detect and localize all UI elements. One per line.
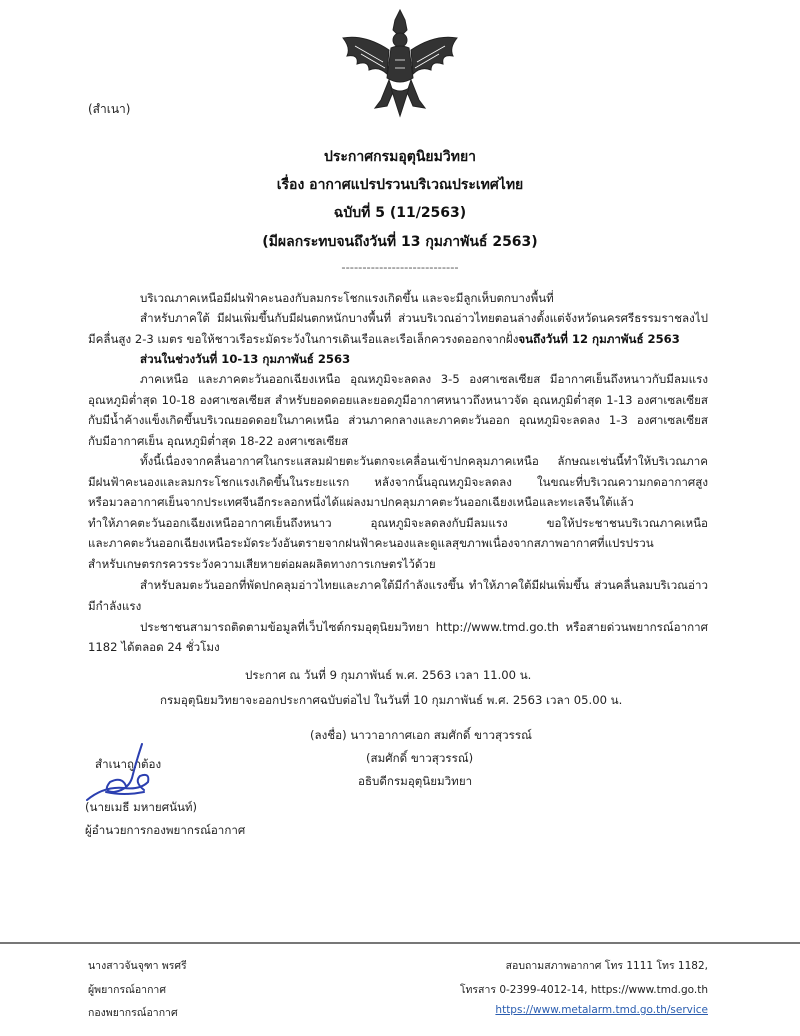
copy-mark: (สำเนา) — [88, 102, 131, 116]
paragraph-2-line-1: สำหรับภาคใต้ มีฝนเพิ่มขึ้นกับมีฝนตกหนักบางพื้นที่ ส่วนบริเวณอ่าวไทยตอนล่างตั้งแต่จังหวัดนครศรีธรรมราชลงไป — [140, 311, 708, 325]
effective-date: (มีผลกระทบจนถึงวันที่ 13 กุมภาพันธ์ 2563) — [262, 234, 538, 250]
footer-division: กองพยากรณ์อากาศ — [88, 1007, 178, 1019]
next-issue-notice: กรมอุตุนิยมวิทยาจะออกประกาศฉบับต่อไป ในวันที่ 10 กุมภาพันธ์ พ.ศ. 2563 เวลา 05.00 น. — [160, 693, 623, 707]
paragraph-4-line: ทำให้ภาคตะวันออกเฉียงเหนืออากาศเย็นถึงหนาว อุณหภูมิจะลดลงกับมีลมแรง ขอให้ประชาชนบริเวณภาคเหนือ — [88, 516, 708, 530]
paragraph-4-line: ทั้งนี้เนื่องจากคลื่นอากาศในกระแสลมฝ่ายตะวันตกจะเคลื่อนเข้าปกคลุมภาคเหนือ ลักษณะเช่นนี้ทำให้บริเวณภาค — [140, 454, 708, 468]
handwritten-signature — [84, 742, 164, 804]
paragraph-5-line: มีกำลังแรง — [88, 599, 142, 613]
footer-phone: สอบถามสภาพอากาศ โทร 1111 โทร 1182, — [505, 960, 708, 972]
paragraph-3-line: กับมีอากาศเย็น อุณหภูมิต่ำสุด 18-22 องศาเซลเซียส — [88, 434, 349, 448]
footer-fax-website: โทรสาร 0-2399-4012-14, https://www.tmd.go.th — [459, 984, 708, 996]
announcement-date: ประกาศ ณ วันที่ 9 กุมภาพันธ์ พ.ศ. 2563 เวลา 11.00 น. — [245, 668, 532, 682]
paragraph-4-line: หรือมวลอากาศเย็นจากประเทศจีนอีกระลอกหนึ่งได้แผ่ลงมาปกคลุมภาคตะวันออกเฉียงเหนือและทะเลจีนใต้แล้ว — [88, 495, 634, 509]
paragraph-4-line: สำหรับเกษตรกรควรระวังความเสียหายต่อผลผลิตทางการเกษตรไว้ด้วย — [88, 557, 436, 571]
signatory-name: (สมศักดิ์ ขาวสุวรรณ์) — [366, 751, 474, 765]
paragraph-3-line: อุณหภูมิต่ำสุด 10-18 องศาเซลเซียส สำหรับยอดดอยและยอดภูมีอากาศหนาวถึงหนาวจัด อุณหภูมิต่ำสุด 1-13 องศาเซลเซียส — [88, 393, 708, 407]
paragraph-6-line: 1182 ได้ตลอด 24 ชั่วโมง — [88, 640, 220, 654]
signatory-position: อธิบดีกรมอุตุนิยมวิทยา — [358, 774, 473, 788]
separator: ---------------------------- — [341, 260, 459, 274]
signatory-line: (ลงชื่อ) นาวาอากาศเอก สมศักดิ์ ขาวสุวรรณ์ — [310, 728, 532, 742]
paragraph-3-line: ภาคเหนือ และภาคตะวันออกเฉียงเหนือ อุณหภูมิจะลดลง 3-5 องศาเซลเซียส มีอากาศเย็นถึงหนาวกับมีลมแรง — [140, 372, 708, 386]
metalarm-service-link[interactable]: https://www.metalarm.tmd.go.th/service — [495, 1004, 708, 1016]
garuda-emblem-icon — [335, 4, 465, 122]
issue-number: ฉบับที่ 5 (11/2563) — [333, 205, 467, 221]
certified-copy-label: สำเนาถูกต้อง — [95, 757, 162, 771]
document-title: ประกาศกรมอุตุนิยมวิทยา — [323, 149, 477, 165]
footer-forecaster-name: นางสาวจันจุฑา พรศรี — [88, 960, 187, 972]
paragraph-1: บริเวณภาคเหนือมีฝนฟ้าคะนองกับลมกระโชกแรงเกิดขึ้น และจะมีลูกเห็บตกบางพื้นที่ — [140, 291, 554, 305]
paragraph-4-line: มีฝนฟ้าคะนองและลมกระโชกแรงเกิดขึ้นในระยะแรก หลังจากนั้นอุณหภูมิจะลดลง ในขณะที่บริเวณความกดอากาศสูง — [88, 475, 708, 489]
footer-divider — [0, 942, 800, 944]
paragraph-5-line: สำหรับลมตะวันออกที่พัดปกคลุมอ่าวไทยและภาคใต้มีกำลังแรงขึ้น ทำให้ภาคใต้มีฝนเพิ่มขึ้น ส่วนคลื่นลมบริเวณอ่าว — [140, 578, 708, 592]
paragraph-2-line-2 — [88, 331, 708, 349]
footer-forecaster-title: ผู้พยากรณ์อากาศ — [88, 984, 166, 996]
paragraph-3-line: กับมีน้ำค้างแข็งเกิดขึ้นบริเวณยอดดอยในภาคเหนือ ส่วนภาคกลางและภาคตะวันออก อุณหภูมิจะลดลง 1-3 องศาเซลเซียส — [88, 413, 708, 427]
paragraph-2-text: มีคลื่นสูง 2-3 เมตร ขอให้ชาวเรือระมัดระวังในการเดินเรือและเรือเล็กควรงดออกจากฝั่ง — [88, 332, 519, 346]
paragraph-6-line: ประชาชนสามารถติดตามข้อมูลที่เว็บไซต์กรมอุตุนิยมวิทยา http://www.tmd.go.th หรือสายด่วนพยากรณ์อากาศ — [140, 620, 708, 634]
certifier-position: ผู้อำนวยการกองพยากรณ์อากาศ — [85, 823, 246, 837]
certifier-name: (นายเมธี มหายศนันท์) — [85, 800, 198, 814]
section-heading: ส่วนในช่วงวันที่ 10-13 กุมภาพันธ์ 2563 — [140, 352, 351, 366]
document-subject: เรื่อง อากาศแปรปรวนบริเวณประเทศไทย — [276, 177, 524, 193]
paragraph-2-deadline: จนถึงวันที่ 12 กุมภาพันธ์ 2563 — [518, 332, 680, 346]
paragraph-4-line: และภาคตะวันออกเฉียงเหนือระมัดระวังอันตรายจากฝนฟ้าคะนองและดูแลสุขภาพเนื่องจากสภาพอากาศที่แปรปรวน — [88, 536, 654, 550]
